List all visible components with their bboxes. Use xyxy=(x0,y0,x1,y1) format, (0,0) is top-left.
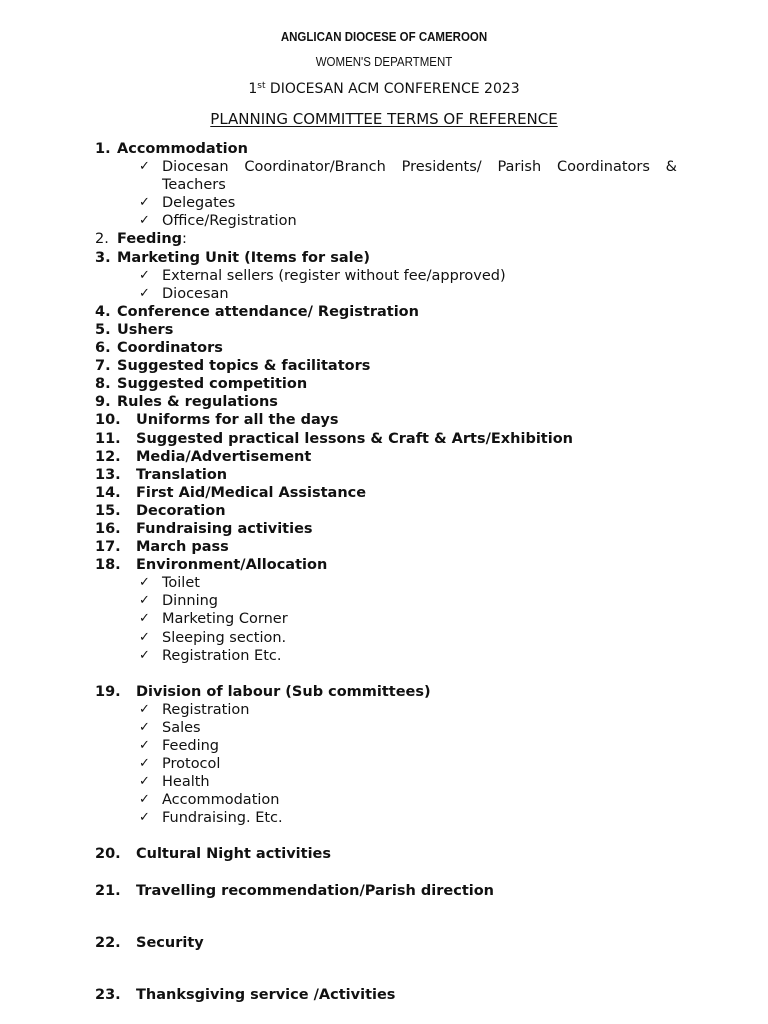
item-label: March pass xyxy=(136,539,229,556)
checkmark-icon: ✓ xyxy=(139,629,150,645)
item-number: 19. xyxy=(95,683,121,700)
checkmark-icon: ✓ xyxy=(139,195,150,211)
sub-item-text: Sales xyxy=(162,719,201,736)
conference-ordinal: 1 xyxy=(248,81,258,97)
item-label: Suggested practical lessons & Craft & Arts/Exhibition xyxy=(136,430,573,447)
checkmark-icon: ✓ xyxy=(139,792,150,808)
list-item xyxy=(0,484,768,502)
item-label: Translation xyxy=(136,466,228,483)
list-item xyxy=(0,538,768,556)
item-number: 21. xyxy=(95,882,121,899)
sub-item-text: Registration Etc. xyxy=(162,647,282,664)
item-number: 11. xyxy=(95,430,121,447)
item-number: 14. xyxy=(95,484,121,501)
sub-item xyxy=(0,592,768,610)
item-label: Thanksgiving service /Activities xyxy=(136,986,396,1003)
item-number: 18. xyxy=(95,557,121,574)
checkmark-icon: ✓ xyxy=(139,213,150,229)
item-number: 6. xyxy=(95,340,111,357)
spacer xyxy=(0,952,768,986)
item-number: 8. xyxy=(95,376,111,393)
list-item xyxy=(0,430,768,448)
list-item xyxy=(0,140,768,158)
sub-item-text: Registration xyxy=(162,701,250,718)
checkmark-icon: ✓ xyxy=(139,159,150,175)
item-label: Environment/Allocation xyxy=(136,557,328,574)
sub-item-text: Sleeping section. xyxy=(162,629,287,646)
item-label: Feeding: xyxy=(117,231,187,248)
item-label: Marketing Unit (Items for sale) xyxy=(117,249,371,266)
item-number: 3. xyxy=(95,249,111,266)
sub-item xyxy=(0,809,768,827)
list-item xyxy=(0,882,768,900)
item-number: 20. xyxy=(95,846,121,863)
checkmark-icon: ✓ xyxy=(139,719,150,735)
department-name: WOMEN'S DEPARTMENT xyxy=(315,55,453,69)
item-number: 22. xyxy=(95,934,121,951)
sub-item-text: Toilet xyxy=(162,575,200,592)
checkmark-icon: ✓ xyxy=(139,285,150,301)
list-item xyxy=(0,845,768,863)
item-number: 12. xyxy=(95,448,121,465)
checkmark-icon: ✓ xyxy=(139,701,150,717)
checkmark-icon: ✓ xyxy=(139,267,150,283)
list-item xyxy=(0,683,768,701)
organization-name: ANGLICAN DIOCESE OF CAMEROON xyxy=(280,30,488,44)
spacer xyxy=(0,827,768,845)
item-number: 17. xyxy=(95,539,121,556)
terms-list xyxy=(0,140,768,1004)
item-number: 9. xyxy=(95,394,111,411)
list-item xyxy=(0,375,768,393)
item-number: 7. xyxy=(95,358,111,375)
sub-item-text: Accommodation xyxy=(162,792,280,809)
item-number: 16. xyxy=(95,520,121,537)
sub-item-text: External sellers (register without fee/approved) xyxy=(162,267,506,284)
list-item xyxy=(0,502,768,520)
item-label: First Aid/Medical Assistance xyxy=(136,484,367,501)
sub-item xyxy=(0,194,768,212)
item-number: 5. xyxy=(95,321,111,338)
item-label: Division of labour (Sub committees) xyxy=(136,683,431,700)
item-number: 13. xyxy=(95,466,121,483)
checkmark-icon: ✓ xyxy=(139,611,150,627)
checkmark-icon: ✓ xyxy=(139,593,150,609)
list-item xyxy=(0,411,768,429)
sub-item xyxy=(0,701,768,719)
list-item xyxy=(0,448,768,466)
checkmark-icon: ✓ xyxy=(139,756,150,772)
item-label: Conference attendance/ Registration xyxy=(117,303,419,320)
list-item xyxy=(0,393,768,411)
list-item xyxy=(0,230,768,248)
sub-item xyxy=(0,791,768,809)
sub-item-text: Marketing Corner xyxy=(162,611,288,628)
item-label: Ushers xyxy=(117,321,174,338)
sub-item-text: Feeding xyxy=(162,738,220,754)
checkmark-icon: ✓ xyxy=(139,774,150,790)
item-label: Accommodation xyxy=(117,141,248,157)
list-item xyxy=(0,249,768,267)
sub-item-text: Fundraising. Etc. xyxy=(162,810,283,827)
item-label: Coordinators xyxy=(117,340,223,357)
sub-item-text: Protocol xyxy=(162,756,221,773)
list-item xyxy=(0,303,768,321)
sub-item xyxy=(0,755,768,773)
list-item xyxy=(0,556,768,574)
conference-title xyxy=(0,81,768,97)
item-label: Decoration xyxy=(136,502,226,519)
checkmark-icon: ✓ xyxy=(139,575,150,591)
item-label: Suggested competition xyxy=(117,376,308,393)
sub-item-text: Delegates xyxy=(162,195,236,212)
item-label: Uniforms for all the days xyxy=(136,412,339,429)
item-number: 10. xyxy=(95,412,121,429)
spacer xyxy=(0,864,768,882)
list-item xyxy=(0,339,768,357)
item-label-tail: : xyxy=(182,231,187,248)
sub-item xyxy=(0,158,768,194)
checkmark-icon: ✓ xyxy=(139,738,150,753)
item-number: 23. xyxy=(95,986,121,1003)
sub-item xyxy=(0,719,768,737)
spacer xyxy=(0,900,768,934)
list-item xyxy=(0,986,768,1004)
sub-item-text: Office/Registration xyxy=(162,213,297,230)
list-item xyxy=(0,520,768,538)
item-label: Security xyxy=(136,934,204,951)
item-label: Suggested topics & facilitators xyxy=(117,358,371,375)
list-item xyxy=(0,357,768,375)
sub-item-text: Diocesan xyxy=(162,285,229,302)
list-item xyxy=(0,466,768,484)
spacer xyxy=(0,665,768,683)
list-item xyxy=(0,321,768,339)
sub-item-text: Dinning xyxy=(162,593,218,610)
item-number: 2. xyxy=(95,231,109,248)
sub-item xyxy=(0,629,768,647)
sub-item xyxy=(0,647,768,665)
sub-item xyxy=(0,212,768,230)
sub-item xyxy=(0,737,768,755)
item-number: 4. xyxy=(95,303,111,320)
item-number: 15. xyxy=(95,502,121,519)
sub-item-text: Health xyxy=(162,774,210,791)
sub-item-text: Diocesan Coordinator/Branch Presidents/ Parish Coordinators & Teachers xyxy=(162,159,677,194)
item-number: 1. xyxy=(95,141,111,157)
item-label: Travelling recommendation/Parish direction xyxy=(136,882,495,899)
item-label: Cultural Night activities xyxy=(136,846,331,863)
sub-item xyxy=(0,574,768,592)
conference-ordinal-suffix: st xyxy=(257,81,266,91)
list-item xyxy=(0,934,768,952)
item-label: Rules & regulations xyxy=(117,394,278,411)
item-label: Media/Advertisement xyxy=(136,448,312,465)
document-subtitle: PLANNING COMMITTEE TERMS OF REFERENCE xyxy=(210,110,558,128)
sub-item xyxy=(0,610,768,628)
checkmark-icon: ✓ xyxy=(139,810,150,826)
sub-item xyxy=(0,285,768,303)
sub-item xyxy=(0,773,768,791)
conference-title-text: DIOCESAN ACM CONFERENCE 2023 xyxy=(265,81,520,97)
checkmark-icon: ✓ xyxy=(139,647,150,663)
item-label: Fundraising activities xyxy=(136,520,313,537)
sub-item xyxy=(0,267,768,285)
